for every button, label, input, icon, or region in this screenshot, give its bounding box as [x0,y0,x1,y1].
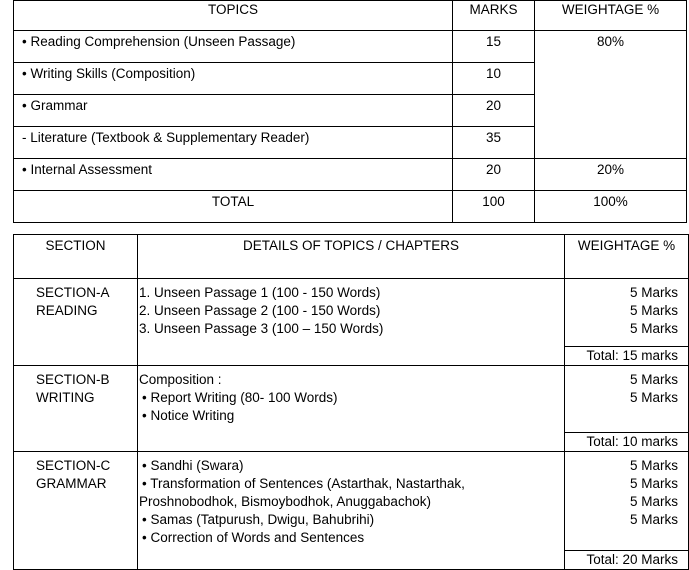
section-weightage [565,279,689,366]
section-table [13,234,689,570]
marks-table [13,0,687,223]
weight-line: 5 Marks [629,321,678,336]
section-c-row [14,452,689,570]
detail-line: • Sandhi (Swara) [142,458,244,473]
weightage-cell: 20% [535,159,687,191]
weight-line: 5 Marks [629,512,678,527]
section-details [138,452,565,570]
marks-cell: 15 [453,31,535,63]
total-marks: 100 [453,191,535,223]
section-details [138,366,565,452]
section-name [14,279,138,366]
section-total: Total: 20 Marks [565,550,688,569]
section-total: Total: 15 marks [565,346,688,365]
section-table-header [14,235,689,279]
section-name-line: SECTION-C [36,458,111,473]
total-weightage: 100% [535,191,687,223]
section-b-row [14,366,689,452]
detail-line: 3. Unseen Passage 3 (100 – 150 Words) [139,321,384,336]
total-label: TOTAL [14,191,453,223]
section-total: Total: 10 marks [565,432,688,451]
weight-line: 5 Marks [629,458,678,473]
detail-line: Proshnobodhok, Bismoybodhok, Anuggabachok) [139,494,431,509]
weight-line: 5 Marks [629,390,678,405]
table-row [14,159,687,191]
weight-line: 5 Marks [629,303,678,318]
header-section: SECTION [14,235,138,279]
header-marks: MARKS [453,1,535,31]
marks-cell: 10 [453,63,535,95]
section-name-line: GRAMMAR [36,476,107,491]
section-name [14,366,138,452]
section-name-line: WRITING [36,390,95,405]
detail-line: • Report Writing (80- 100 Words) [142,390,338,405]
weight-line: 5 Marks [629,494,678,509]
header-details: DETAILS OF TOPICS / CHAPTERS [138,235,565,279]
section-name-line: SECTION-A [36,285,110,300]
topic-cell: • Grammar [14,95,453,127]
section-name-line: SECTION-B [36,372,110,387]
detail-line: Composition : [139,372,222,387]
section-name-line: READING [36,303,98,318]
topic-cell: • Writing Skills (Composition) [14,63,453,95]
header-topics: TOPICS [14,1,453,31]
total-row [14,191,687,223]
marks-cell: 20 [453,159,535,191]
detail-line: • Transformation of Sentences (Astarthak, Nastarthak, [142,476,465,491]
header-weightage: WEIGHTAGE % [535,1,687,31]
weight-line: 5 Marks [629,476,678,491]
marks-table-header [14,1,687,31]
section-weightage [565,366,689,452]
topic-cell: - Literature (Textbook & Supplementary Reader) [14,127,453,159]
weight-line: 5 Marks [629,372,678,387]
topic-cell: • Reading Comprehension (Unseen Passage) [14,31,453,63]
header-weightage: WEIGHTAGE % [565,235,689,279]
detail-line: • Samas (Tatpurush, Dwigu, Bahubrihi) [142,512,375,527]
section-name [14,452,138,570]
weightage-cell: 80% [535,31,687,159]
marks-cell: 20 [453,95,535,127]
detail-line: 1. Unseen Passage 1 (100 - 150 Words) [139,285,381,300]
detail-line: • Notice Writing [142,408,235,423]
table-row [14,31,687,63]
weight-line: 5 Marks [629,285,678,300]
topic-cell: • Internal Assessment [14,159,453,191]
section-a-row [14,279,689,366]
section-weightage [565,452,689,570]
detail-line: 2. Unseen Passage 2 (100 - 150 Words) [139,303,381,318]
marks-cell: 35 [453,127,535,159]
detail-line: • Correction of Words and Sentences [142,530,365,545]
section-details [138,279,565,366]
